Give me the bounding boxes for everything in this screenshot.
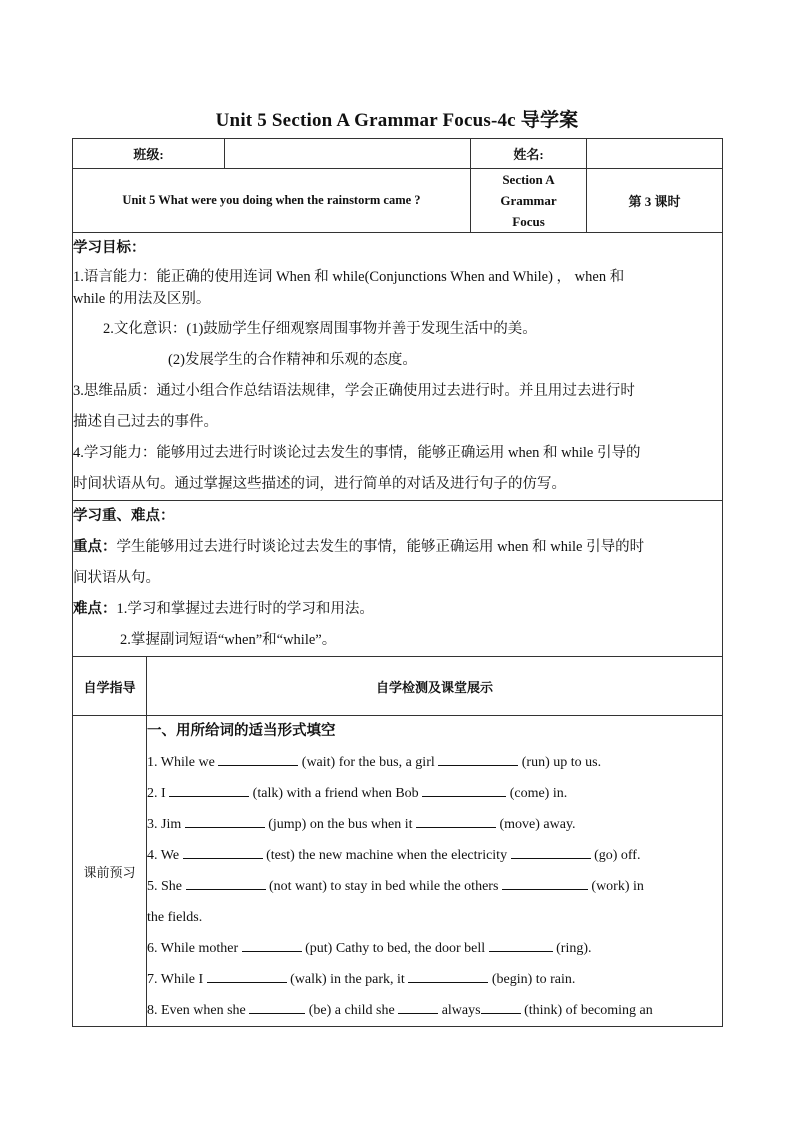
focus-line: [73, 532, 722, 563]
goal-item: 1.语言能力：能正确的使用连词 When 和 while(Conjunctions When and While) ， when 和: [73, 269, 625, 285]
answer-blank[interactable]: [481, 998, 521, 1014]
goal-item: 4.学习能力：能够用过去进行时谈论过去发生的事情，能够正确运用 when 和 while 引导的: [73, 445, 641, 461]
goals-box: [73, 233, 723, 501]
difficulty-line: 2.掌握副词短语“when”和“while”。: [120, 632, 337, 648]
goal-item: 3.思维品质：通过小组合作总结语法规律，学会正确使用过去进行时。并且用过去进行时: [73, 383, 635, 399]
goal-item: 时间状语从句。通过掌握这些描述的词，进行简单的对话及进行句子的仿写。: [73, 476, 566, 492]
goals-heading: 学习目标：: [73, 240, 146, 256]
name-field[interactable]: [587, 139, 723, 169]
answer-blank[interactable]: [422, 781, 506, 797]
answer-blank[interactable]: [218, 750, 298, 766]
exercise-item: 8. Even when she (be) a child she always (think) of becoming an: [147, 995, 722, 1026]
guide-header-row: [73, 657, 723, 716]
keypoints-box: [73, 501, 723, 657]
difficulty-line: [73, 594, 722, 625]
exercise-item: 7. While I (walk) in the park, it (begin) to rain.: [147, 964, 722, 995]
answer-blank[interactable]: [186, 874, 266, 890]
answer-blank[interactable]: [502, 874, 588, 890]
answer-blank[interactable]: [207, 967, 287, 983]
keypoints-row: [73, 501, 723, 657]
keypoints-heading: 学习重、难点：: [73, 508, 175, 524]
guide-right-header: 自学检测及课堂展示: [147, 657, 723, 716]
exercise-item: 4. We (test) the new machine when the electricity (go) off.: [147, 840, 722, 871]
answer-blank[interactable]: [511, 843, 591, 859]
class-field[interactable]: [225, 139, 471, 169]
goal-item: (2)发展学生的合作精神和乐观的态度。: [168, 352, 417, 368]
answer-blank[interactable]: [408, 967, 488, 983]
answer-blank[interactable]: [169, 781, 249, 797]
answer-blank[interactable]: [489, 936, 553, 952]
focus-line: 间状语从句。: [73, 570, 160, 586]
section-line: Grammar: [500, 193, 557, 208]
answer-blank[interactable]: [183, 843, 263, 859]
worksheet-table: [72, 138, 723, 1027]
goal-item: 描述自己过去的事件。: [73, 414, 218, 430]
exercise-title: 一、用所给词的适当形式填空: [147, 723, 336, 739]
name-label: 姓名:: [471, 139, 587, 169]
goal-item: 2.文化意识：(1)鼓励学生仔细观察周围事物并善于发现生活中的美。: [103, 321, 537, 337]
exercise-box: [147, 716, 723, 1027]
section-line: Section A: [502, 172, 555, 187]
section-info: [471, 169, 587, 233]
focus-text: 学生能够用过去进行时谈论过去发生的事情，能够正确运用 when 和 while 引导的时: [116, 539, 645, 555]
exercise-item: 5. She (not want) to stay in bed while the others (work) in: [147, 871, 722, 902]
answer-blank[interactable]: [242, 936, 302, 952]
answer-blank[interactable]: [438, 750, 518, 766]
goal-item: while 的用法及区别。: [73, 291, 211, 307]
difficulty-text: 1.学习和掌握过去进行时的学习和用法。: [116, 601, 374, 617]
answer-blank[interactable]: [416, 812, 496, 828]
period-label: 第 3 课时: [587, 169, 723, 233]
answer-blank[interactable]: [249, 998, 305, 1014]
section-line: Focus: [512, 214, 545, 229]
exercise-item: 3. Jim (jump) on the bus when it (move) away.: [147, 809, 722, 840]
exercise-item: 2. I (talk) with a friend when Bob (come) in.: [147, 778, 722, 809]
preview-label: 课前预习: [73, 716, 147, 1027]
page-title: Unit 5 Section A Grammar Focus-4c 导学案: [215, 110, 579, 131]
class-label: 班级:: [73, 139, 225, 169]
answer-blank[interactable]: [398, 998, 438, 1014]
header-row: [73, 139, 723, 169]
exercise-item: 1. While we (wait) for the bus, a girl (run) up to us.: [147, 747, 722, 778]
goals-row: [73, 233, 723, 501]
exercise-row: [73, 716, 723, 1027]
lesson-row: [73, 169, 723, 233]
difficulty-label: 难点：: [73, 601, 117, 617]
answer-blank[interactable]: [185, 812, 265, 828]
lesson-title: Unit 5 What were you doing when the rainstorm came ?: [73, 169, 471, 233]
focus-label: 重点：: [73, 539, 117, 555]
exercise-item-continued: the fields.: [147, 910, 203, 925]
exercise-item: 6. While mother (put) Cathy to bed, the door bell (ring).: [147, 933, 722, 964]
guide-left-header: 自学指导: [73, 657, 147, 716]
